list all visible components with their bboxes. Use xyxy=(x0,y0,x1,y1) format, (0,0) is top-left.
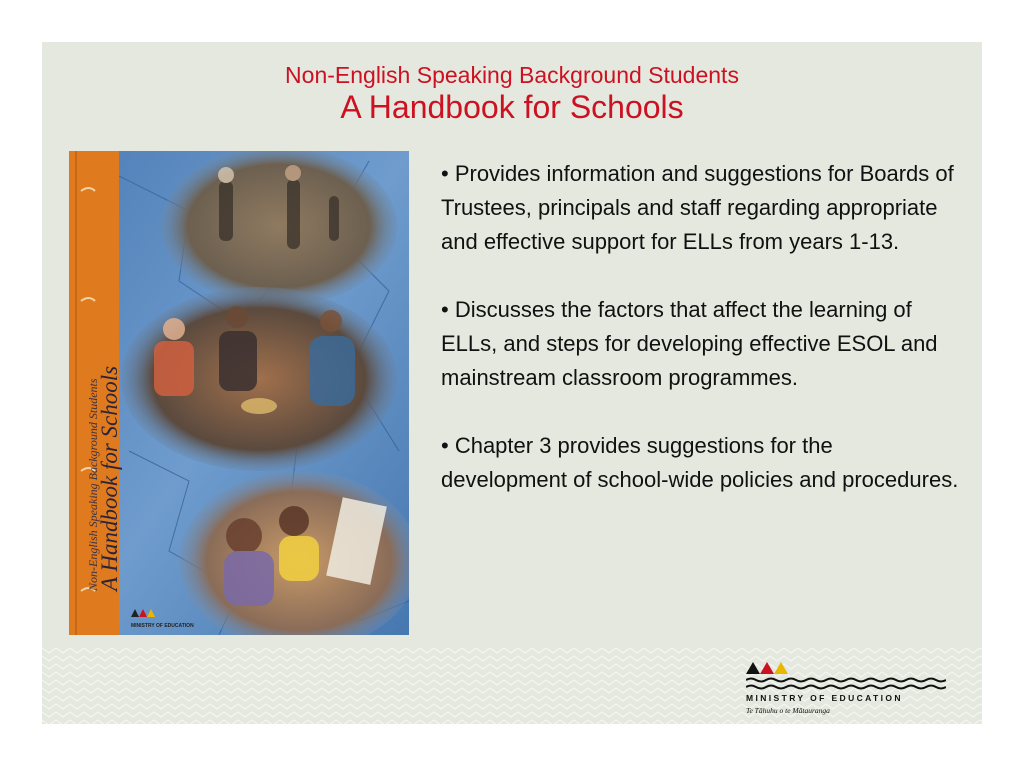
cover-publisher: MINISTRY OF EDUCATION xyxy=(131,623,194,629)
bullet-item: • Chapter 3 provides suggestions for the development of school-wide policies and procedures. xyxy=(441,433,959,492)
bullet-list xyxy=(441,157,961,531)
ministry-of-education-logo xyxy=(746,660,946,720)
slide-title xyxy=(42,62,982,126)
logo-triangle-red-icon xyxy=(760,662,774,674)
title-line-1: Non-English Speaking Background Students xyxy=(285,62,739,88)
logo-name: MINISTRY OF EDUCATION xyxy=(746,693,903,703)
logo-triangle-black-icon xyxy=(746,662,760,674)
bullet-item: • Provides information and suggestions for Boards of Trustees, principals and staff regarding appropriate and effective support for ELLs from years 1-13. xyxy=(441,161,954,254)
logo-triangle-yellow-icon xyxy=(774,662,788,674)
cover-spine-title: A Handbook for Schools xyxy=(97,365,122,591)
bullet-item: • Discusses the factors that affect the learning of ELLs, and steps for developing effective ESOL and mainstream classroom programmes. xyxy=(441,297,938,390)
handbook-cover-image xyxy=(69,151,409,635)
logo-wave-icon xyxy=(746,679,946,682)
title-line-2: A Handbook for Schools xyxy=(340,89,684,126)
slide xyxy=(42,42,982,724)
logo-subtitle: Te Tāhuhu o te Mātauranga xyxy=(746,706,830,715)
cover-spine-subtitle: Non-English Speaking Background Students xyxy=(86,378,100,591)
